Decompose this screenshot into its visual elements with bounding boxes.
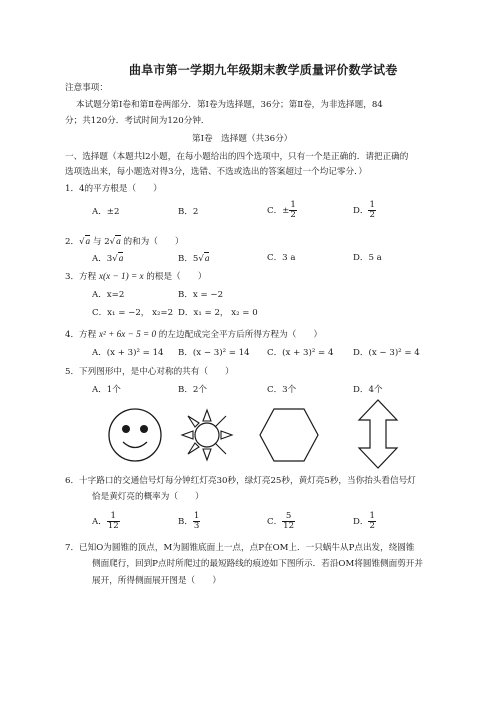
q6-line-1: 6．十字路口的交通信号灯每分钟红灯亮30秒，绿灯亮25秒，黄灯亮5秒，当你抬头看信号灯: [65, 476, 416, 486]
q5-option-d: D．4个: [353, 385, 383, 395]
q2-option-b: B．5√a: [178, 253, 210, 264]
q4-stem: [65, 329, 322, 341]
q2-a-prefix: A．3: [92, 254, 113, 264]
q6-a-den: 12: [107, 521, 119, 531]
q2-a-radicand: a: [118, 253, 124, 263]
q2-tail: 的和为（ ）: [120, 237, 184, 247]
q1-c-num: 1: [290, 200, 296, 210]
q4-option-a: A．(x + 3)² = 14: [92, 348, 164, 358]
q7-line-3: 展开，所得侧面展开图是（ ）: [92, 576, 221, 586]
q1-d-prefix: D．: [353, 206, 369, 216]
q1-d-den: 2: [369, 210, 375, 220]
q2-option-a: A．3√a: [92, 253, 124, 264]
q6-d-fraction: [368, 512, 375, 531]
q2-b-prefix: B．5: [178, 254, 199, 264]
q3-option-d: D．x₁ = 2， x₂ = 0: [178, 308, 258, 318]
smiley-face-figure: [105, 405, 165, 465]
q7-line-1: 7．已知O为圆锥的顶点，M为圆锥底面上一点，点P在OM上．一只蜗牛从P点出发，绕圆锥: [65, 543, 415, 553]
q5-option-c: C．3个: [267, 385, 297, 395]
q6-b-prefix: B．: [178, 517, 193, 527]
q5-option-a: A．1个: [92, 385, 121, 395]
section-heading: 第Ⅰ卷 选择题（共36分）: [192, 134, 293, 144]
notice-line-1: 本试题分第Ⅰ卷和第Ⅱ卷两部分．第Ⅰ卷为选择题，36分；第Ⅱ卷，为非选择题，84: [76, 100, 383, 110]
q2-option-c: C．3 a: [267, 253, 296, 263]
q6-d-prefix: D．: [353, 517, 369, 527]
q1-c-fraction: [289, 201, 296, 220]
q3-option-c: C．x₁ = −2， x₂=2: [92, 308, 174, 318]
q5-option-b: B．2个: [178, 385, 207, 395]
q3-number: 3．方程: [65, 272, 99, 282]
q3-option-b: B．x = −2: [178, 290, 224, 300]
q4-tail: 的左边配成完全平方后所得方程为（ ）: [156, 330, 323, 340]
q2-mid: 与 2: [90, 237, 110, 247]
section-intro-2: 选项选出来，每小题选对得3分，选错、不选或选出的答案超过一个均记零分．）: [65, 167, 367, 177]
q6-option-a: [92, 512, 120, 531]
q4-equation: x² + 6x − 5 = 0: [98, 329, 157, 339]
q1-stem: 1．4的平方根是（ ）: [65, 184, 162, 194]
q6-c-fraction: [282, 512, 295, 531]
notice-line-2: 分；共120分．考试时间为120分钟．: [65, 116, 210, 126]
q2-number: 2．: [65, 237, 80, 247]
sun-figure: [176, 404, 238, 466]
q2-option-d: D．5 a: [353, 253, 382, 263]
q6-c-den: 12: [283, 521, 295, 531]
q6-d-num: 1: [369, 511, 375, 521]
q2-b-radicand: a: [204, 253, 210, 263]
section-intro-1: 一、选择题（本题共l2小题，在每小题给出的四个选项中，只有一个是正确的．请把正确的: [65, 152, 409, 162]
q3-tail: 的根是（ ）: [143, 272, 207, 282]
q1-d-num: 1: [369, 200, 375, 210]
q6-c-num: 5: [282, 512, 295, 522]
q6-d-den: 2: [369, 521, 375, 531]
q6-a-prefix: A．: [92, 517, 107, 527]
double-arrow-figure: [355, 398, 401, 470]
q1-option-c: [267, 201, 297, 220]
q6-c-prefix: C．: [267, 517, 283, 527]
q1-option-d: [353, 201, 376, 220]
q4-option-d: D．(x − 3)² = 4: [353, 348, 420, 358]
q1-c-den: 2: [290, 210, 296, 220]
q3-equation: x(x − 1) = x: [98, 271, 144, 281]
q6-option-c: [267, 512, 295, 531]
q6-b-fraction: [193, 512, 200, 531]
q4-option-c: C．(x + 3)² = 4: [267, 348, 334, 358]
q6-option-d: [353, 512, 376, 531]
page-title: 曲阜市第一学期九年级期末教学质量评价数学试卷: [129, 63, 398, 77]
hexagon-figure: [258, 407, 320, 463]
notice-heading: 注意事项：: [65, 83, 108, 93]
q6-option-b: [178, 512, 200, 531]
q3-option-a: A．x=2: [92, 290, 125, 300]
q1-c-prefix: C．±: [267, 206, 290, 216]
q3-stem: [65, 271, 206, 283]
q4-option-b: B．(x − 3)² = 14: [178, 348, 250, 358]
q6-b-den: 3: [193, 521, 200, 531]
q6-line-2: 恰是黄灯亮的概率为（ ）: [92, 492, 204, 502]
q5-stem: 5．下列图形中，是中心对称的共有（ ）: [65, 367, 234, 377]
q6-a-fraction: [107, 512, 120, 531]
q2-stem: 2．√a 与 2√a 的和为（ ）: [65, 236, 184, 247]
q6-a-num: 1: [107, 512, 120, 522]
q1-option-a: A．±2: [92, 207, 120, 217]
q6-b-num: 1: [193, 511, 200, 521]
q4-number: 4．方程: [65, 330, 99, 340]
q2-radicand-1: a: [85, 236, 91, 246]
q1-option-b: B．2: [178, 207, 199, 217]
q2-radicand-2: a: [116, 236, 121, 246]
q1-d-fraction: [368, 201, 375, 220]
q7-line-2: 侧面爬行，回到P点时所爬过的最短路线的痕迹如下图所示．若沿OM将圆锥侧面剪开并: [92, 559, 424, 569]
